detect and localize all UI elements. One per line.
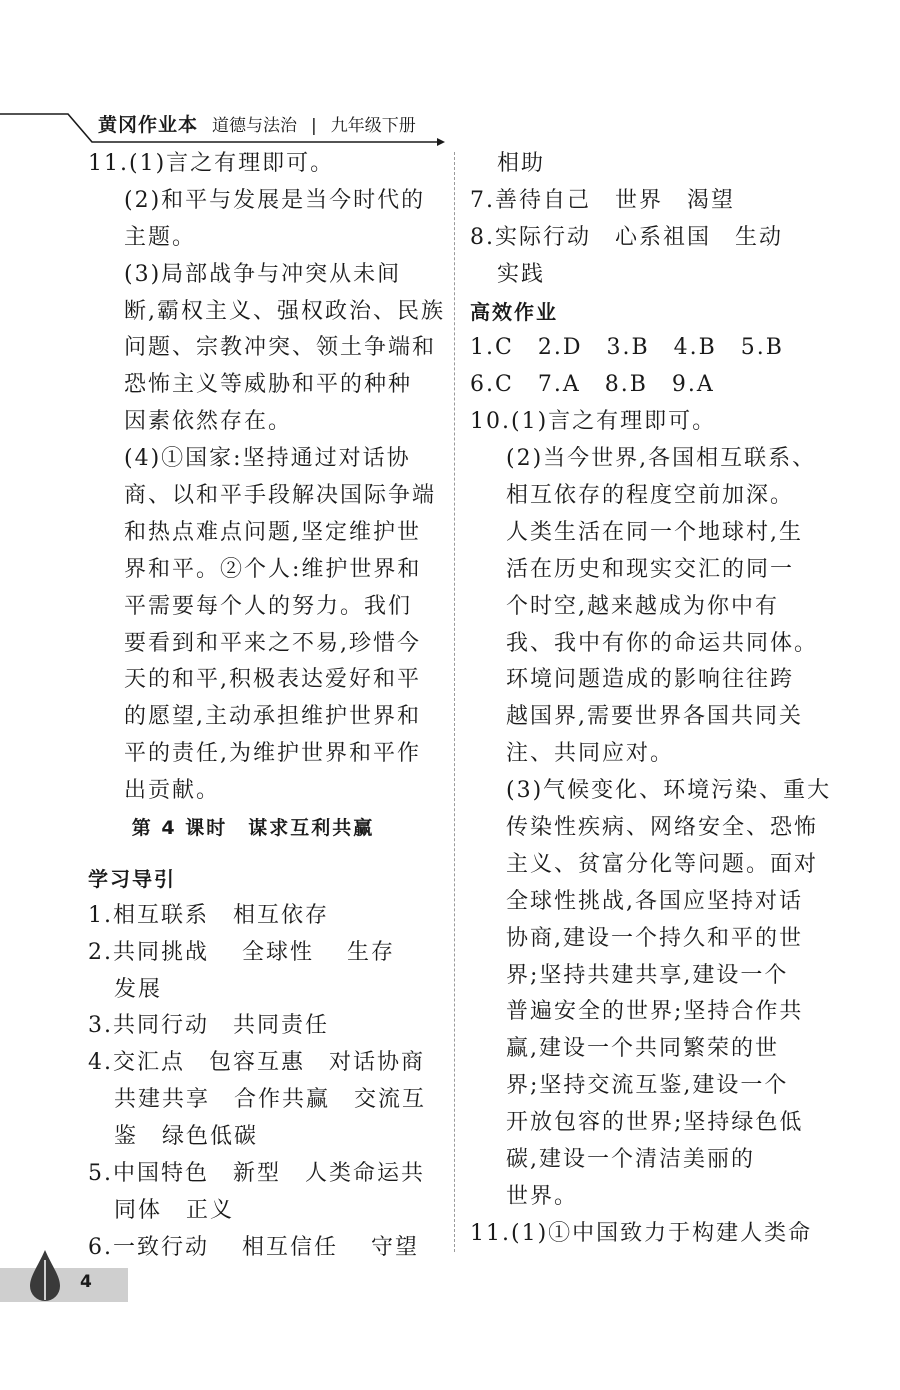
answer-line: 越国界,需要世界各国共同关 [506, 704, 803, 730]
answer-line: 开放包容的世界;坚持绿色低 [506, 1110, 804, 1136]
answer-line: 8.实际行动 心系祖国 生动 [470, 224, 783, 250]
answer-line: 传染性疾病、网络安全、恐怖 [506, 815, 819, 841]
answer-line: 6.C 7.A 8.B 9.A [470, 372, 715, 398]
answer-line: 1.C 2.D 3.B 4.B 5.B [470, 335, 784, 361]
header-separator: | [311, 116, 317, 136]
answer-line: 相互依存的程度空前加深。 [506, 483, 795, 509]
answer-line: 相助 [497, 151, 546, 176]
answer-line: 个时空,越来越成为你中有 [506, 593, 779, 619]
answer-line: 赢,建设一个共同繁荣的世 [506, 1036, 779, 1062]
efficient-work-heading: 高效作业 [470, 299, 558, 324]
answer-line: 主题。 [124, 224, 197, 250]
answer-line: 问题、宗教冲突、领土争端和 [124, 335, 437, 361]
answer-line: 平需要每个人的努力。我们 [124, 593, 413, 619]
answer-line: 2.共同挑战 全球性 生存 [88, 939, 395, 965]
answer-line: 全球性挑战,各国应坚持对话 [506, 888, 803, 914]
answer-line: 7.善待自己 世界 渴望 [470, 187, 735, 213]
answer-line: 环境问题造成的影响往往跨 [506, 667, 795, 693]
answer-line: 普遍安全的世界;坚持合作共 [506, 999, 804, 1025]
answer-line: 世界。 [506, 1183, 579, 1209]
answer-line: 同体 正义 [114, 1197, 235, 1223]
answer-line: 断,霸权主义、强权政治、民族 [124, 298, 445, 324]
answer-line: 我、我中有你的命运共同体。 [506, 630, 819, 656]
answer-line: 11.(1)①中国致力于构建人类命 [470, 1220, 813, 1246]
answer-line: 平的责任,为维护世界和平作 [124, 741, 421, 767]
answer-line: 鉴 绿色低碳 [114, 1124, 259, 1150]
answer-line: 界;坚持交流互鉴,建设一个 [506, 1073, 789, 1099]
answer-line: 3.共同行动 共同责任 [88, 1013, 329, 1039]
left-column [88, 146, 445, 1267]
answer-line: 商、以和平手段解决国际争端 [124, 483, 437, 509]
answer-line: 5.中国特色 新型 人类命运共 [88, 1161, 425, 1187]
answer-line: 实践 [497, 261, 546, 287]
answer-line: 4.交汇点 包容互惠 对话协商 [88, 1050, 425, 1076]
answer-line: 11.(1)言之有理即可。 [88, 151, 335, 176]
answer-line: 1.相互联系 相互依存 [88, 902, 329, 928]
page-number: 4 [80, 1272, 92, 1292]
answer-line: (3)局部战争与冲突从未间 [124, 261, 402, 287]
lesson-title: 第 4 课时 谋求互利共赢 [131, 817, 375, 840]
right-column [470, 146, 832, 1253]
answer-line: (2)当今世界,各国相互联系、 [506, 446, 817, 472]
answer-line: 6.一致行动 相互信任 守望 [88, 1234, 419, 1260]
answer-line: 天的和平,积极表达爱好和平 [124, 667, 421, 693]
answer-line: 界和平。②个人:维护世界和 [124, 556, 422, 582]
answer-line: 人类生活在同一个地球村,生 [506, 519, 803, 545]
column-divider [454, 152, 455, 1252]
study-guide-heading: 学习导引 [88, 866, 176, 891]
answer-line: (3)气候变化、环境污染、重大 [506, 778, 832, 804]
answer-line: 的愿望,主动承担维护世界和 [124, 704, 421, 730]
running-header [98, 110, 416, 138]
answer-line: 注、共同应对。 [506, 741, 675, 767]
answer-line: (2)和平与发展是当今时代的 [124, 187, 426, 213]
subject-name: 道德与法治 [212, 116, 298, 136]
drop-icon [30, 1250, 60, 1302]
answer-line: 恐怖主义等威胁和平的种种 [124, 372, 413, 398]
answer-line: 因素依然存在。 [124, 409, 293, 435]
grade-label: 九年级下册 [330, 116, 416, 136]
answer-line: 协商,建设一个持久和平的世 [506, 925, 803, 951]
answer-line: 10.(1)言之有理即可。 [470, 409, 717, 435]
answer-line: 主义、贫富分化等问题。面对 [506, 851, 819, 877]
spacer [88, 847, 438, 861]
answer-line: (4)①国家:坚持通过对话协 [124, 446, 411, 472]
answer-line: 要看到和平来之不易,珍惜今 [124, 630, 421, 656]
answer-line: 活在历史和现实交汇的同一 [506, 556, 795, 582]
answer-line: 发展 [114, 976, 163, 1002]
answer-line: 碳,建设一个清洁美丽的 [506, 1147, 755, 1173]
book-brand: 黄冈作业本 [98, 114, 199, 136]
answer-line: 和热点难点问题,坚定维护世 [124, 519, 421, 545]
answer-line: 界;坚持共建共享,建设一个 [506, 962, 789, 988]
answer-line: 出贡献。 [124, 778, 221, 804]
page-number-bar [0, 1268, 128, 1302]
answer-line: 共建共享 合作共赢 交流互 [114, 1087, 427, 1113]
